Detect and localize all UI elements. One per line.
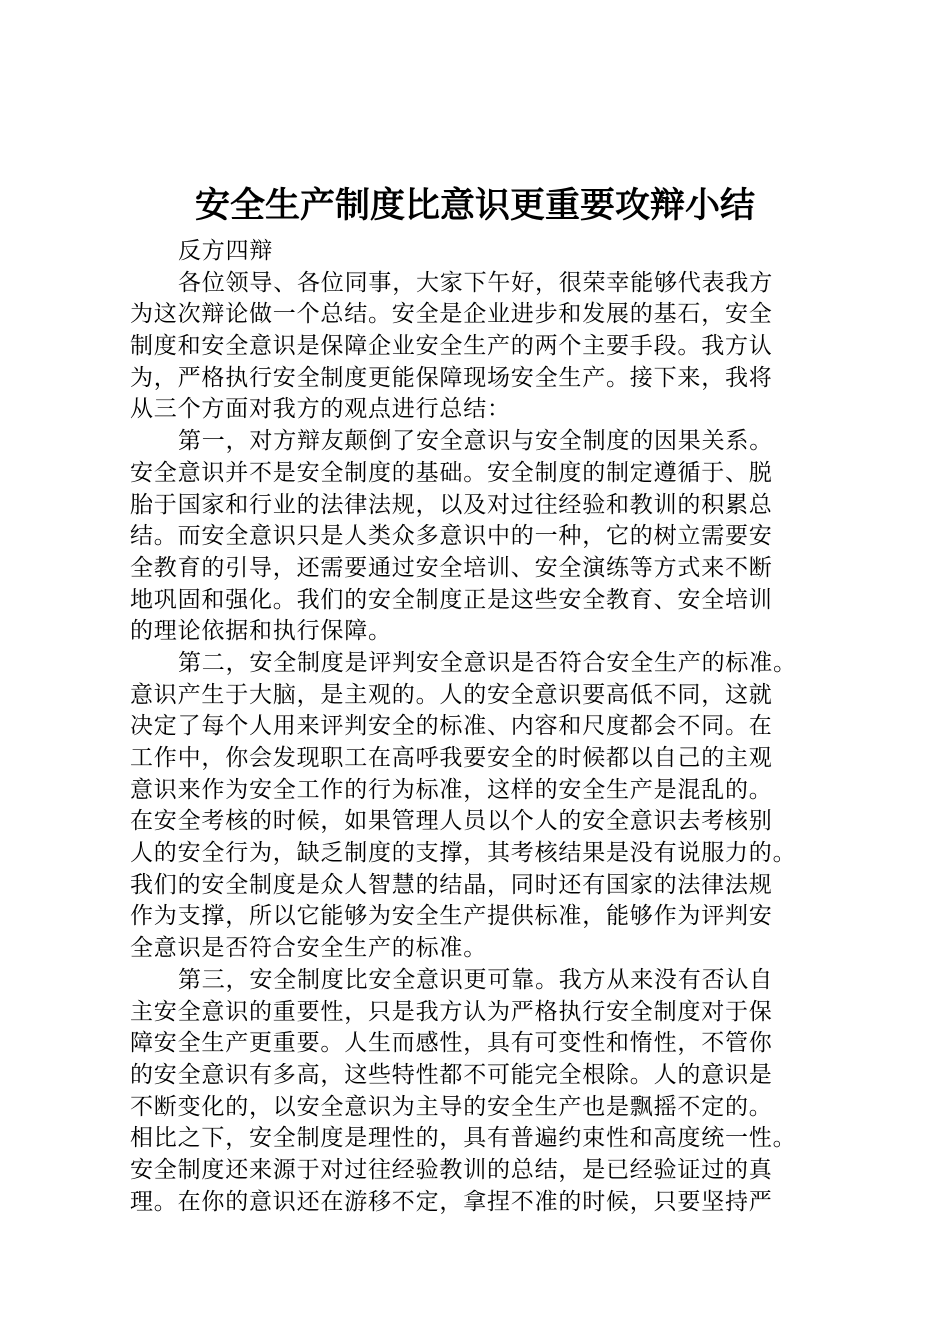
paragraph-line: 安全制度还来源于对过往经验教训的总结，是已经验证过的真: [130, 1156, 773, 1183]
paragraph-line: 障安全生产更重要。人生而感性，具有可变性和惰性，不管你: [130, 1030, 773, 1057]
paragraph-line: 从三个方面对我方的观点进行总结：: [130, 396, 511, 423]
author-line: 反方四辩: [178, 238, 274, 264]
paragraph-line: 第三，安全制度比安全意识更可靠。我方从来没有否认自: [178, 966, 773, 993]
paragraph-line: 安全意识并不是安全制度的基础。安全制度的制定遵循于、脱: [130, 459, 773, 486]
paragraph-line: 为，严格执行安全制度更能保障现场安全生产。接下来，我将: [130, 364, 773, 391]
paragraph-line: 在安全考核的时候，如果管理人员以个人的安全意识去考核别: [130, 808, 773, 835]
paragraph-line: 各位领导、各位同事，大家下午好，很荣幸能够代表我方: [178, 269, 773, 296]
paragraph-line: 工作中，你会发现职工在高呼我要安全的时候都以自己的主观: [130, 745, 773, 771]
paragraph-line: 第一，对方辩友颠倒了安全意识与安全制度的因果关系。: [178, 428, 773, 455]
paragraph-line: 决定了每个人用来评判安全的标准、内容和尺度都会不同。在: [130, 713, 773, 740]
paragraph-line: 意识产生于大脑，是主观的。人的安全意识要高低不同，这就: [130, 681, 773, 708]
paragraph-line: 地巩固和强化。我们的安全制度正是这些安全教育、安全培训: [130, 586, 773, 613]
document-body: [130, 236, 830, 1218]
paragraph-line: 相比之下，安全制度是理性的，具有普遍约束性和高度统一性。: [130, 1125, 797, 1152]
paragraph-line: 结。而安全意识只是人类众多意识中的一种，它的树立需要安: [130, 523, 773, 550]
paragraph-line: 的安全意识有多高，这些特性都不可能完全根除。人的意识是: [130, 1061, 773, 1088]
paragraph-line: 理。在你的意识还在游移不定，拿捏不准的时候，只要坚持严: [130, 1188, 773, 1215]
paragraph-line: 为这次辩论做一个总结。安全是企业进步和发展的基石，安全: [130, 301, 773, 328]
paragraph-line: 不断变化的，以安全意识为主导的安全生产也是飘摇不定的。: [130, 1093, 773, 1120]
paragraph-line: 主安全意识的重要性，只是我方认为严格执行安全制度对于保: [130, 998, 773, 1025]
paragraph-line: 的理论依据和执行保障。: [130, 618, 392, 645]
paragraph-line: 全教育的引导，还需要通过安全培训、安全演练等方式来不断: [130, 554, 773, 581]
paragraph-line: 第二，安全制度是评判安全意识是否符合安全生产的标准。: [178, 649, 797, 676]
paragraph-line: 我们的安全制度是众人智慧的结晶，同时还有国家的法律法规: [130, 871, 773, 898]
paragraph-line: 人的安全行为，缺乏制度的支撑，其考核结果是没有说服力的。: [130, 840, 797, 867]
paragraph-line: 全意识是否符合安全生产的标准。: [130, 935, 487, 962]
document-title: 安全生产制度比意识更重要攻辩小结: [194, 185, 755, 226]
paragraph-line: 意识来作为安全工作的行为标准，这样的安全生产是混乱的。: [130, 776, 773, 803]
paragraph-line: 作为支撑，所以它能够为安全生产提供标准，能够作为评判安: [130, 903, 773, 930]
paragraph-line: 制度和安全意识是保障企业安全生产的两个主要手段。我方认: [130, 333, 773, 360]
paragraph-line: 胎于国家和行业的法律法规，以及对过往经验和教训的积累总: [130, 491, 773, 518]
